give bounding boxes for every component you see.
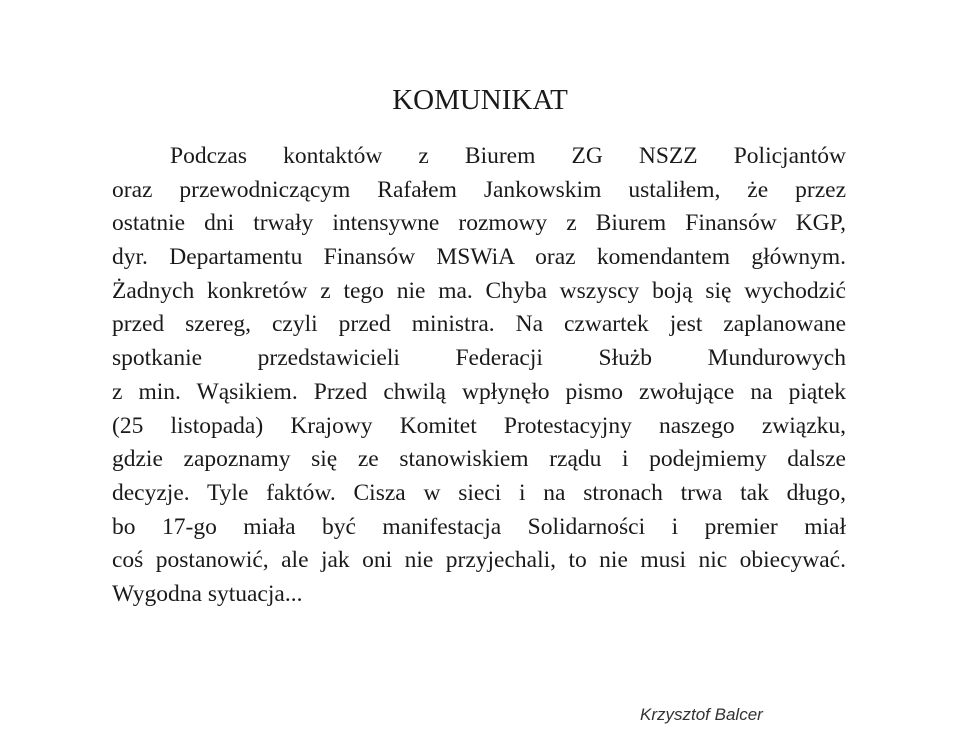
document-title: KOMUNIKAT [392,84,568,116]
document-body [112,140,846,612]
body-line: coś postanowić, ale jak oni nie przyjechali, to nie musi nic obiecywać. [112,547,846,574]
body-line: z min. Wąsikiem. Przed chwilą wpłynęło pismo zwołujące na piątek [112,378,846,405]
body-line: bo 17-go miała być manifestacja Solidarności i premier miał [112,513,846,540]
body-line: Żadnych konkretów z tego nie ma. Chyba wszyscy boją się wychodzić [112,277,846,304]
signature: Krzysztof Balcer [640,705,763,724]
body-line: dyr. Departamentu Finansów MSWiA oraz komendantem głównym. [112,244,846,271]
body-line: przed szereg, czyli przed ministra. Na czwartek jest zaplanowane [112,311,846,338]
body-line: decyzje. Tyle faktów. Cisza w sieci i na stronach trwa tak długo, [112,479,846,506]
body-line: (25 listopada) Krajowy Komitet Protestacyjny naszego związku, [112,412,846,439]
body-line: spotkanie przedstawicieli Federacji Służb Mundurowych [112,345,846,372]
body-line: Wygodna sytuacja... [112,580,303,607]
body-line: ostatnie dni trwały intensywne rozmowy z Biurem Finansów KGP, [112,210,846,237]
body-line: gdzie zapoznamy się ze stanowiskiem rządu i podejmiemy dalsze [112,446,846,473]
body-line: oraz przewodniczącym Rafałem Jankowskim ustaliłem, że przez [112,176,846,203]
body-line: Podczas kontaktów z Biurem ZG NSZZ Policjantów [170,143,846,169]
